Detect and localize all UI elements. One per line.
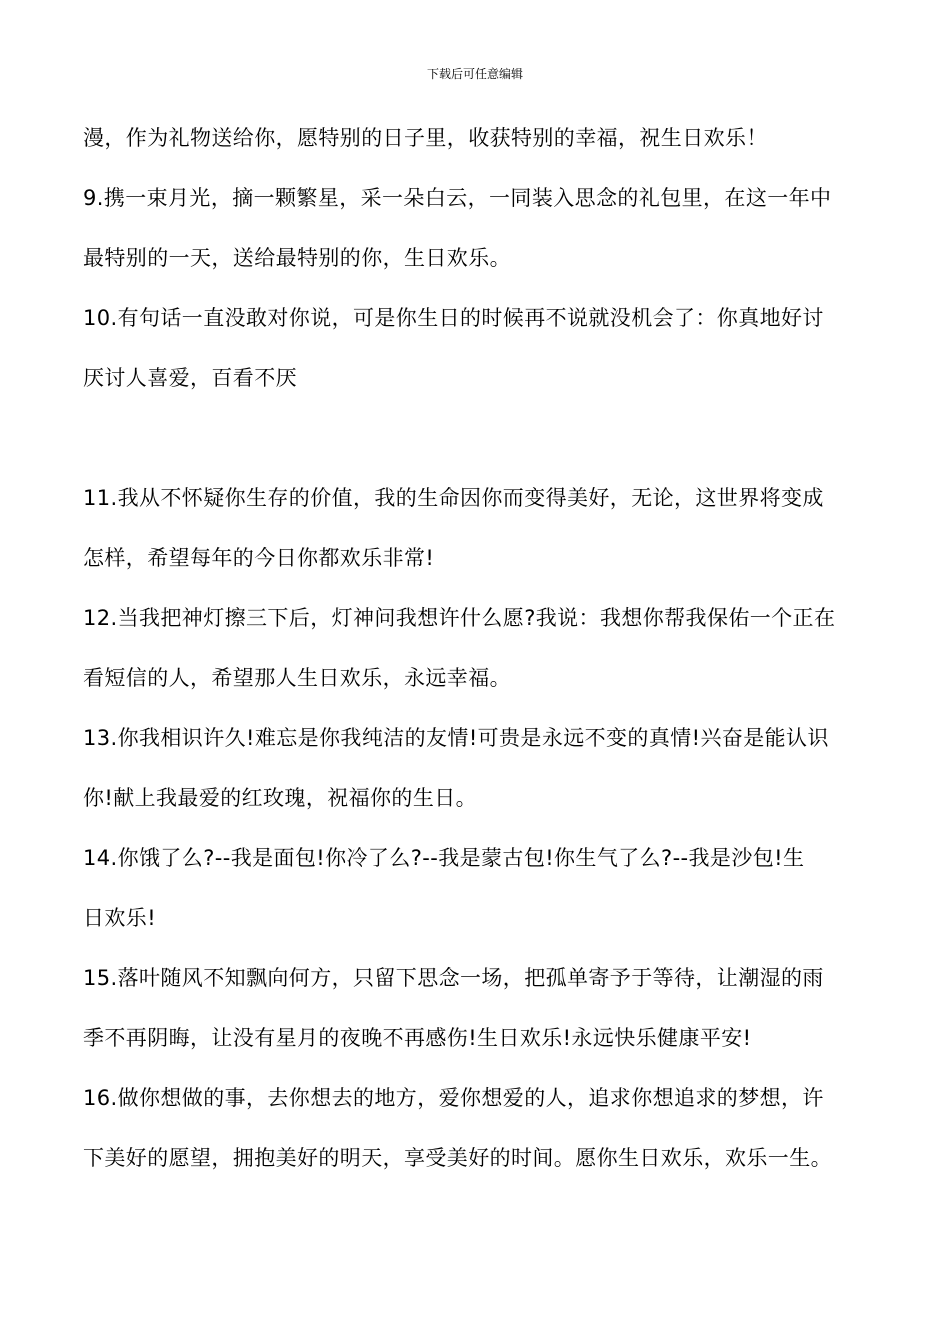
text-line-2: 9.携一束月光，摘一颗繁星，采一朵白云，一同装入思念的礼包里，在这一年中 (83, 186, 832, 210)
page-header: 下载后可任意编辑 (426, 67, 523, 81)
text-line-13: 日欢乐! (83, 906, 157, 930)
text-line-7: 怎样，希望每年的今日你都欢乐非常! (83, 546, 435, 570)
text-line-17: 下美好的愿望，拥抱美好的明天，享受美好的时间。愿你生日欢乐，欢乐一生。 (83, 1146, 832, 1170)
text-line-12: 14.你饿了么?--我是面包!你冷了么?--我是蒙古包!你生气了么?--我是沙包!生 (83, 846, 805, 870)
text-line-4: 10.有句话一直没敢对你说，可是你生日的时候再不说就没机会了：你真地好讨 (83, 306, 824, 330)
text-line-16: 16.做你想做的事，去你想去的地方，爱你想爱的人，追求你想追求的梦想，许 (83, 1086, 824, 1110)
text-line-1: 漫，作为礼物送给你，愿特别的日子里，收获特别的幸福，祝生日欢乐！ (83, 126, 768, 150)
text-line-6: 11.我从不怀疑你生存的价值，我的生命因你而变得美好，无论，这世界将变成 (83, 486, 824, 510)
text-line-11: 你!献上我最爱的红玫瑰，祝福你的生日。 (83, 786, 478, 810)
text-line-15: 季不再阴晦，让没有星月的夜晚不再感伤!生日欢乐!永远快乐健康平安! (83, 1026, 752, 1050)
text-line-9: 看短信的人，希望那人生日欢乐，永远幸福。 (83, 666, 511, 690)
text-line-10: 13.你我相识许久!难忘是你我纯洁的友情!可贵是永远不变的真情!兴奋是能认识 (83, 726, 829, 750)
text-line-8: 12.当我把神灯擦三下后，灯神问我想许什么愿?我说：我想你帮我保佑一个正在 (83, 606, 836, 630)
text-line-14: 15.落叶随风不知飘向何方，只留下思念一场，把孤单寄予于等待，让潮湿的雨 (83, 966, 824, 990)
text-line-3: 最特别的一天，送给最特别的你，生日欢乐。 (83, 246, 511, 270)
text-line-5: 厌讨人喜爱，百看不厌 (83, 366, 297, 390)
